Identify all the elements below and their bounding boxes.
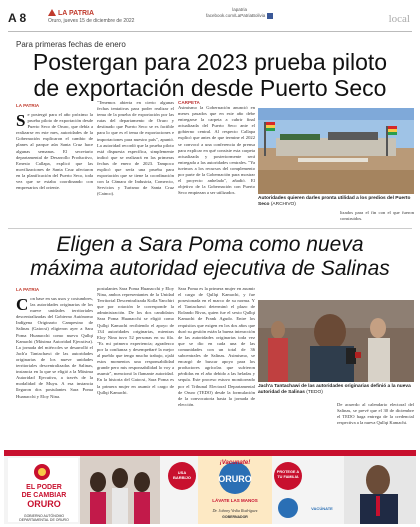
ad-badge-familia: PROTEGE A TU FAMILIA	[276, 470, 300, 479]
date-line: Oruro, jueves 15 de diciembre de 2022	[48, 18, 135, 24]
ad-slogan: EL PODER DE CAMBIAR ORURO	[21, 484, 67, 509]
ad-lavate: LÁVATE LAS MANOS	[212, 498, 258, 503]
article1-kicker: Para primeras fechas de enero	[16, 40, 126, 49]
article2-col3: Sara Poma es la primera mujer en asumir el cargo de Qullqi Kamachi, y fue posesionada en el marco de su norma. Y el Tantachawi determinó el plazo de Rolando Rivas, quien fue el sexto Qullqi Kamachi de Frank Agudo. Entre los requisitos que exigen en los dos años que duró su gestión están la buena interacción de las autoridades originarias toda vez que se dio en cada una de las comunidades con un total de 36 subcentrales de Salinas. Asimismo, se encargó de buscar apoyo para los productores agrícolas que sufrieron pérdidas en el año debido a las heladas y sequía. Este proceso estuvo monitoreado por el Tribunal Electoral Departamental de Oruro (TEDO) desde la formulación de la convocatoria hasta la jornada de elección.	[178, 286, 255, 407]
article2-col4: De acuerdo al calendario electoral del Salinas, se prevé que el 30 de diciembre el TEDO haga entrega de la credencial respectiva a la nueva Qullqi Kamachi.	[337, 402, 414, 426]
ad-gobernacion-label: GOBIERNO AUTÓNOMO DEPARTAMENTAL DE ORURO	[19, 514, 69, 522]
drop-cap: S	[16, 112, 26, 130]
article1-photo-caption: Autoridades quieren darles pronta utilidad a los predios del Puerto Seco (ARCHIVO)	[258, 196, 411, 207]
section-label: local	[388, 13, 410, 25]
article1-col3: CARPETA Asimismo la Gobernación anunció en meses pasados que en este año debe entregarse la carpeta a cubrir final actualizada del Puerto Seco ante el gobierno central. Al respecto Callapa explicó que antes de que termine el 2022 se convocó a una conferencia de prensa para explicar en qué consiste esta carpeta actualizada y posteriormente será entregada a las autoridades centrales. "Ya tuvimos a los recursos del complemento por parte de la Gobernación para mostrar el proyecto anhelado", añadió. El objetivo de la Gobernación con Puerto Seco empiezan a ser utilizados.	[178, 100, 255, 196]
page-number: A 8	[8, 11, 27, 25]
ad-vacunate: ¡Vacunate!	[219, 460, 251, 466]
ad-signature-role: GOBERNADOR	[222, 515, 248, 519]
ad-badge-barbijo: USA BARBIJO	[172, 470, 191, 480]
article1-col2: "Tenemos abierta en cierto algunas fechas tentativas para poder realizar el tema de la prueba de exportación por las rutas del departamento de Oruro y destinado que Puerto Seco se es factible para lo que es el tema de exportaciones e importaciones para nuestro país", apuntó. La autoridad recordó que la prueba piloto está dispuesta específica, simplemente indicó que se realizará en las primeras fechas de enero de 2023. Tampoco explicó que sería una prueba para exportación que se tiene la coordinación con la Cámara de Industria, Comercio, Servicios y Turismo de Santa Cruz (Cainco).	[97, 100, 174, 197]
page-header	[0, 0, 420, 36]
article1-byline: LA PATRIA	[16, 103, 40, 108]
social-block	[206, 7, 273, 19]
article2-col2: postulantes Sara Poma Huanacchi y Eloy Nina, ambos representantes de la Unidad Territorial Descentralizada Kolla Yanchiri que por rotación le corresponde la administración. De los dos candidatos Sara Poma Huanacchi se eligió como Qullqi Kamachi recibiendo el apoyo de 134 autoridades originarias, mientras Eloy Nina tuvo 52 personas en su fila. "Es mi primera experiencia; agradezco por la confianza y desempeñaré la mejor al pueblo que tengo mucho trabajo, ojalá estos momentos una responsabilidad grande pero mis responsabilidad lo voy a asumir", mencionó la flamante autoridad. En la historia del Gaiocsi, Sara Poma es la primera mujer en asumir el cargo de Qullqi Kamachi.	[97, 286, 174, 395]
brand-logo: LA PATRIA	[48, 9, 94, 17]
article2-headline-line2: máxima autoridad ejecutiva de Salinas	[30, 257, 390, 280]
article1-col4: lizados para el fin con el que fueron construidos.	[340, 210, 414, 222]
facebook-icon	[267, 13, 273, 19]
article2-byline: LA PATRIA	[16, 287, 40, 292]
ad-signature: Dr. Johnny Vedia Rodríguez	[212, 508, 258, 513]
article2-headline-line1: Eligen a Sara Poma como nueva	[56, 233, 364, 256]
article1-headline-line2: de exportación desde Puerto Seco	[33, 75, 387, 101]
subhead-carpeta: CARPETA	[178, 100, 200, 105]
advertisement-banner	[4, 450, 416, 524]
article1-col1: Se postergó para el año próximo la prueba piloto de exportación desde Puerto Seco de Oruro, que debía a realizarse en este mes, autoridades de la Gobernación explicaron el cambio de planes al parque aún Santa Cruz hace algunas semanas. El secretario departamental de Desarrollo Productivo, Ernesto Callapa, explicó que las movilizaciones de Santa Cruz afectaron en la planificación del Puerto Seco, toda vez que se estaba coordinando con empresarios del oriente.	[16, 112, 93, 191]
article1-photo	[258, 108, 414, 194]
social-url: facebook.com/LaPatriaBolivia	[206, 13, 266, 19]
ad-oruro-title: ORURO	[218, 474, 252, 484]
article2-photo-caption: Jach'a Tantachawi de las autoridades originarias definió a la nueva autoridad de Salinas (TEDO)	[258, 384, 411, 395]
drop-cap: C	[16, 296, 29, 314]
ad-vacunate-label: VACÚNATE	[311, 506, 333, 511]
article1-headline-line1: Postergan para 2023 prueba piloto	[32, 49, 388, 75]
header-rule	[8, 31, 412, 32]
article2-col1: Con base en sus usos y costumbres, las autoridades originarias de los nueve unidades territoriales descentralizadas del Gobierno Autónomo Indígena Originario Campesino de Salinas (Gaiocsi) eligieron ayer a Sara Poma Huanacchi como nueva Qullqi Kamachi (Máxima Autoridad Ejecutiva). La jornada del miércoles se desarrolló el Jach'a Tantachawi de las autoridades originarias de los nueve unidades territoriales descentralizadas de Salinas, instancia en la que se eligió a la Máxima Autoridad Ejecutiva, a través de la modalidad de Muyu. A esa instancia llegaron dos postulantes Sara Poma Huanacchi y Eloy Nina.	[16, 296, 93, 399]
article2-photo	[258, 300, 414, 382]
social-label: lapatria	[232, 7, 248, 12]
article-divider	[8, 228, 412, 229]
brand-triangle-icon	[48, 9, 56, 16]
